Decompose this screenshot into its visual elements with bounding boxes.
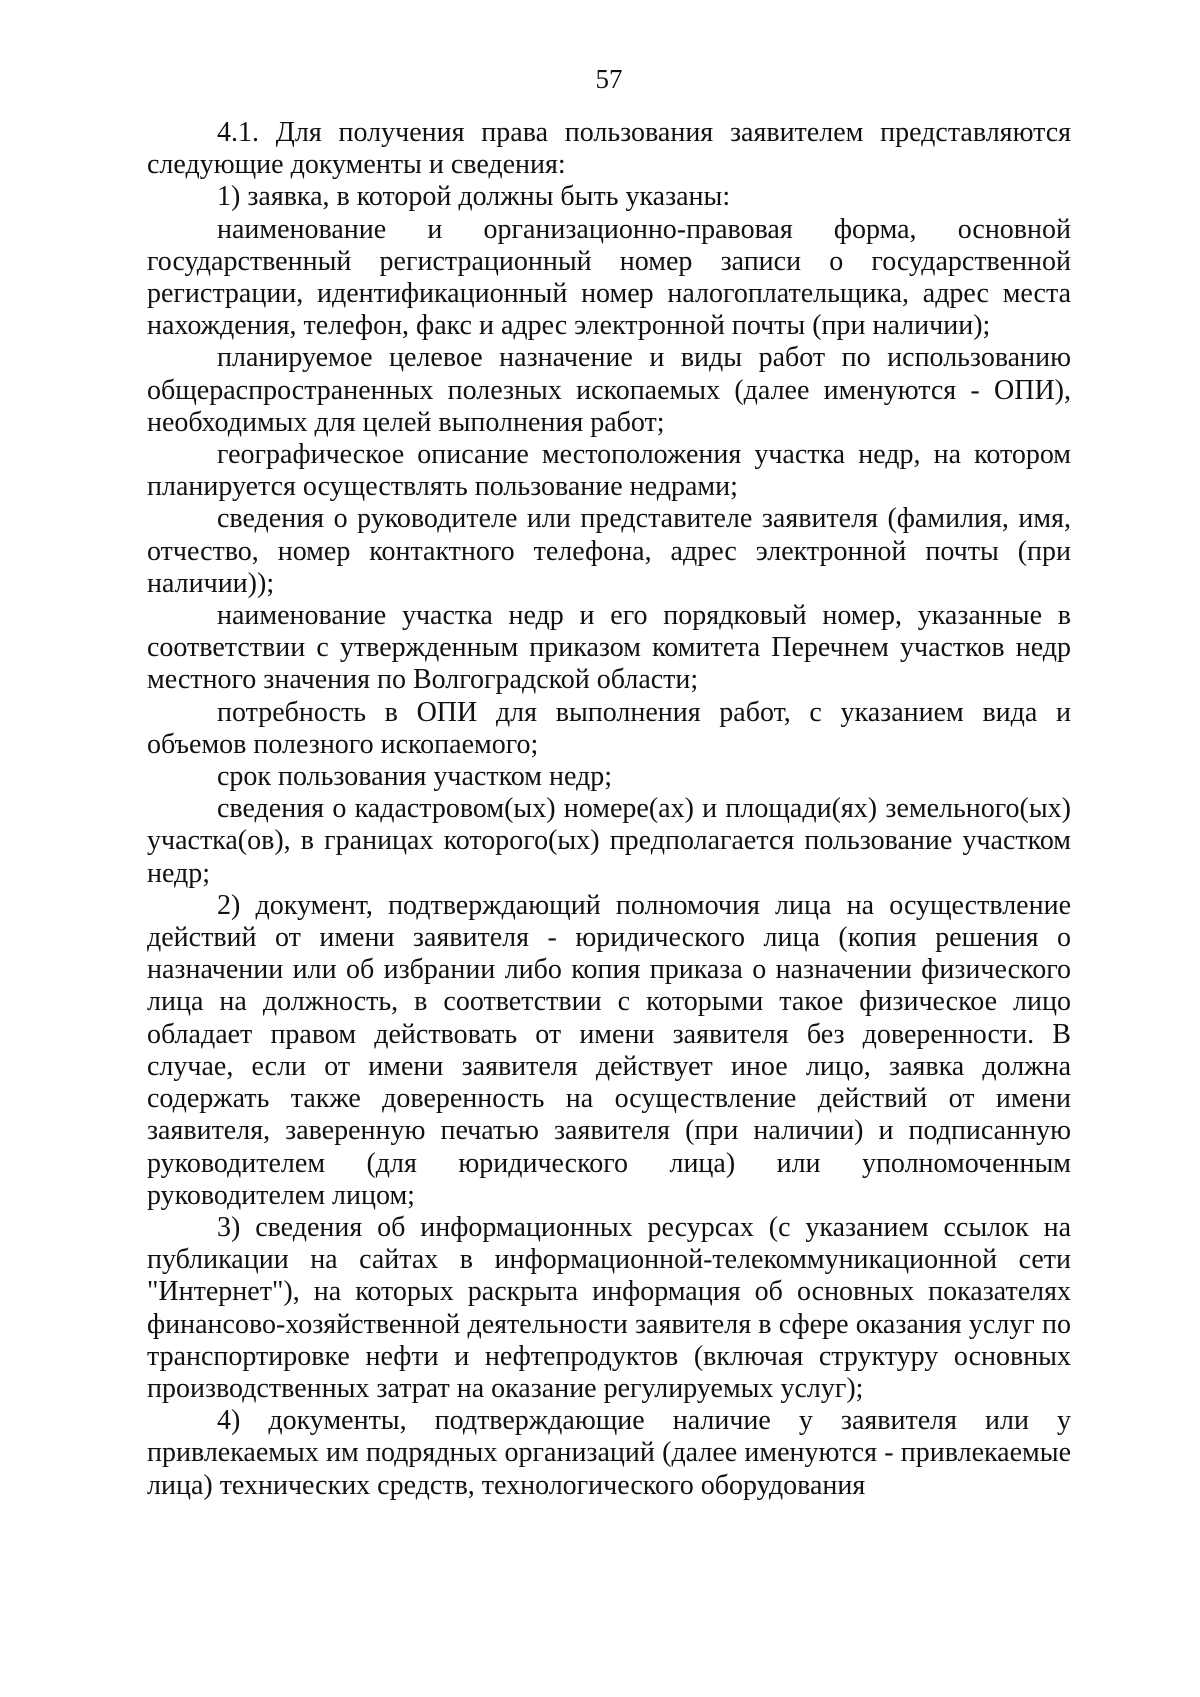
paragraph-representative-info: сведения о руководителе или представителе заявителя (фамилия, имя, отчество, номер контактного телефона, адрес электронной почты (при наличии)); [147, 503, 1071, 599]
paragraph-applicant-name-details: наименование и организационно-правовая форма, основной государственный регистрационный номер записи о государственной регистрации, идентификационный номер налогоплательщика, адрес места нахождения, телефон, факс и адрес электронной почты (при наличии); [147, 213, 1071, 342]
paragraph-site-name-number: наименование участка недр и его порядковый номер, указанные в соответствии с утвержденным приказом комитета Перечнем участков недр местного значения по Волгоградской области; [147, 600, 1071, 696]
paragraph-usage-term: срок пользования участком недр; [217, 761, 613, 793]
paragraph-item-3-information-resources: 3) сведения об информационных ресурсах (с указанием ссылок на публикации на сайтах в информационной-телекоммуникационной сети "Интернет"), на которых раскрыта информация об основных показателях финансово-хозяйственной деятельности заявителя в сфере оказания услуг по транспортировке нефти и нефтепродуктов (включая структуру основных производственных затрат на оказание регулируемых услуг); [147, 1211, 1071, 1404]
paragraph-planned-purpose: планируемое целевое назначение и виды работ по использованию общераспространенных полезных ископаемых (далее именуются - ОПИ), необходимых для целей выполнения работ; [147, 342, 1071, 438]
paragraph-opi-need: потребность в ОПИ для выполнения работ, с указанием вида и объемов полезного ископаемого; [147, 696, 1071, 760]
paragraph-item-1-application: 1) заявка, в которой должны быть указаны: [217, 181, 731, 213]
paragraph-item-4-technical-means: 4) документы, подтверждающие наличие у заявителя или у привлекаемых им подрядных организаций (далее именуются - привлекаемые лица) технических средств, технологического оборудования [147, 1405, 1071, 1501]
paragraph-item-2-authority-document: 2) документ, подтверждающий полномочия лица на осуществление действий от имени заявителя - юридического лица (копия решения о назначении или об избрании либо копия приказа о назначении физического лица на должность, в соответствии с которыми такое физическое лицо обладает правом действовать от имени заявителя без доверенности. В случае, если от имени заявителя действует иное лицо, заявка должна содержать также доверенность на осуществление действий от имени заявителя, заверенную печатью заявителя (при наличии) и подписанную руководителем (для юридического лица) или уполномоченным руководителем лицом; [147, 889, 1071, 1211]
page-number: 57 [595, 64, 623, 94]
paragraph-cadastral-info: сведения о кадастровом(ых) номере(ах) и площади(ях) земельного(ых) участка(ов), в границах которого(ых) предполагается пользование участком недр; [147, 793, 1071, 889]
paragraph-4-1-intro: 4.1. Для получения права пользования заявителем представляются следующие документы и сведения: [147, 117, 1071, 181]
document-body [147, 117, 1071, 1502]
paragraph-geographic-description: географическое описание местоположения участка недр, на котором планируется осуществлять пользование недрами; [147, 439, 1071, 503]
